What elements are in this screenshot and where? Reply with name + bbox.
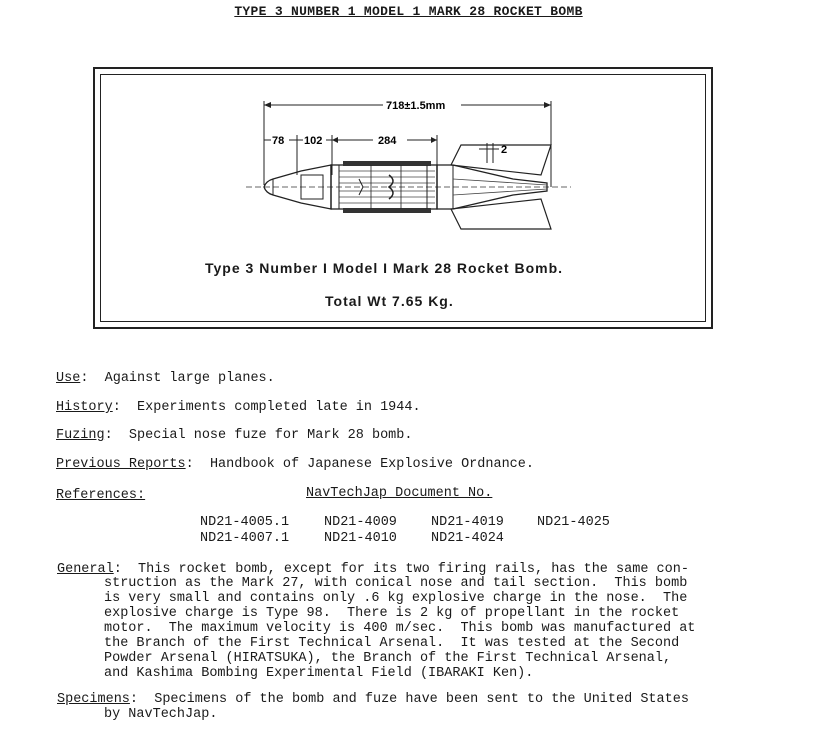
fuzing-text: Special nose fuze for Mark 28 bomb. [128, 428, 413, 443]
dim-284-label: 284 [378, 135, 397, 147]
reference-doc: ND21-4025 [537, 515, 610, 530]
specimens-label: Specimens [57, 692, 130, 707]
dim-total-label: 718±1.5mm [386, 100, 446, 112]
dim-102-label: 102 [304, 135, 323, 147]
figure-caption-weight: Total Wt 7.65 Kg. [325, 293, 454, 309]
use-label: Use [56, 371, 81, 386]
general-line: This rocket bomb, except for its two firing rails, has the same con- [138, 562, 689, 577]
firing-rail-bottom [343, 208, 431, 213]
general-line: motor. The maximum velocity is 400 m/sec. This bomb was manufactured at [104, 621, 696, 636]
general-label: General [57, 562, 114, 577]
fuzing-row: Fuzing: Special nose fuze for Mark 28 bomb. [56, 428, 413, 443]
specimens-line: by NavTechJap. [104, 707, 218, 722]
reference-doc: ND21-4024 [431, 531, 504, 546]
previous-reports-row: Previous Reports: Handbook of Japanese Explosive Ordnance. [56, 457, 534, 472]
references-heading: NavTechJap Document No. [306, 486, 493, 501]
figure-frame [93, 67, 713, 329]
history-row: History: Experiments completed late in 1944. [56, 400, 421, 415]
previous-reports-label: Previous Reports [56, 457, 186, 472]
references-label: References [56, 488, 138, 503]
dim-2-label: 2 [501, 144, 508, 156]
specimens-line: Specimens of the bomb and fuze have been sent to the United States [154, 692, 689, 707]
reference-doc: ND21-4010 [324, 531, 397, 546]
figure-caption-title: Type 3 Number I Model I Mark 28 Rocket Bomb. [205, 260, 564, 276]
reference-doc: ND21-4005.1 [200, 515, 290, 530]
general-line: the Branch of the First Technical Arsenal. It was tested at the Second [104, 636, 680, 651]
general-line: struction as the Mark 27, with conical nose and tail section. This bomb [104, 576, 688, 591]
figure-inner-border [100, 74, 706, 322]
document-title: TYPE 3 NUMBER 1 MODEL 1 MARK 28 ROCKET BOMB [234, 4, 583, 19]
history-text: Experiments completed late in 1944. [137, 400, 421, 415]
use-text: Against large planes. [104, 371, 275, 386]
previous-reports-text: Handbook of Japanese Explosive Ordnance. [209, 457, 534, 472]
fuzing-label: Fuzing [56, 428, 105, 443]
general-line: Powder Arsenal (HIRATSUKA), the Branch of the First Technical Arsenal, [104, 651, 672, 666]
reference-doc: ND21-4019 [431, 515, 504, 530]
dim-78-label: 78 [272, 135, 285, 147]
general-row: General: This rocket bomb, except for its two firing rails, has the same con- [57, 562, 689, 577]
reference-doc: ND21-4009 [324, 515, 397, 530]
reference-doc: ND21-4007.1 [200, 531, 290, 546]
rocket-bomb-drawing [101, 75, 706, 323]
tail-fin-bottom [451, 199, 551, 229]
references-row: References: [56, 488, 146, 503]
specimens-row: Specimens: Specimens of the bomb and fuze have been sent to the United States [57, 692, 689, 707]
general-line: is very small and contains only .6 kg explosive charge in the nose. The [104, 591, 688, 606]
general-line: and Kashima Bombing Experimental Field (IBARAKI Ken). [104, 666, 534, 681]
use-row: Use: Against large planes. [56, 371, 275, 386]
general-line: explosive charge is Type 98. There is 2 kg of propellant in the rocket [104, 606, 680, 621]
firing-rail-top [343, 161, 431, 166]
history-label: History [56, 400, 113, 415]
